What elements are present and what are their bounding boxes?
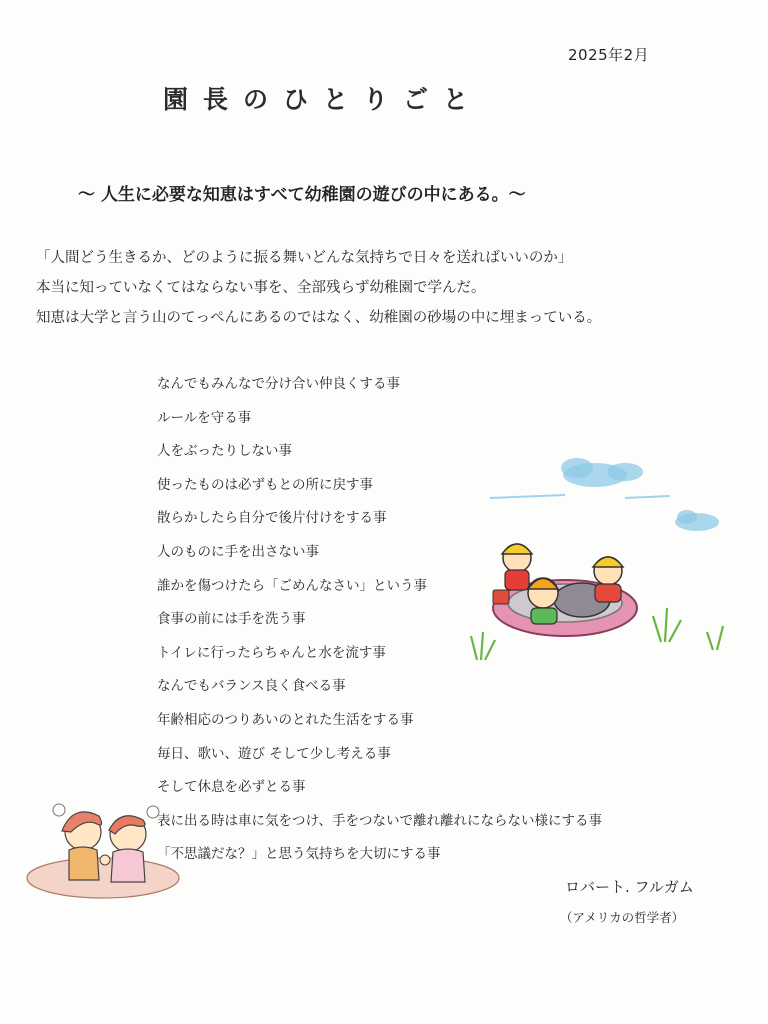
list-item: 毎日、歌い、遊び そして少し考える事: [157, 745, 391, 762]
cloud-icon: [561, 458, 643, 487]
list-item: なんでもみんなで分け合い仲良くする事: [157, 376, 400, 392]
list-item: 「不思議だな？」と思う気持ちを大切にする事: [157, 846, 441, 863]
list-item: 人のものに手を出さない事: [157, 543, 319, 560]
list-item: 使ったものは必ずもとの所に戻す事: [157, 476, 373, 493]
list-item: 誰かを傷つけたら「ごめんなさい」という事: [157, 577, 427, 594]
sandbox-children-illustration: [465, 450, 735, 665]
list-item: 年齢相応のつりあいのとれた生活をする事: [157, 711, 414, 728]
list-item: 人をぶったりしない事: [157, 443, 292, 460]
date: 2025年2月: [568, 46, 650, 64]
author-role: （アメリカの哲学者）: [560, 910, 685, 925]
intro-paragraph: [36, 243, 601, 333]
author-name: ロバート. フルガム: [565, 878, 694, 896]
list-item: 食事の前には手を洗う事: [157, 611, 306, 628]
cloud-icon: [675, 510, 719, 531]
intro-line: 本当に知っていなくてはならない事を、全部残らず幼稚園で学んだ。: [36, 280, 486, 296]
list-item: 表に出る時は車に気をつけ、手をつないで離れ離れにならない様にする事: [157, 812, 602, 829]
intro-line: 知恵は大学と言う山のてっぺんにあるのではなく、幼稚園の砂場の中に埋まっている。: [36, 310, 602, 326]
list-item: 散らかしたら自分で後片付けをする事: [157, 510, 387, 527]
list-item: なんでもバランス良く食べる事: [157, 678, 346, 695]
page-title: 園長のひとりごと: [163, 85, 484, 114]
subtitle: ～ 人生に必要な知恵はすべて幼稚園の遊びの中にある。～: [78, 185, 526, 205]
list-item: トイレに行ったらちゃんと水を流す事: [157, 644, 386, 661]
intro-line: 「人間どう生きるか、どのように振る舞いどんな気持ちで日々を送ればいいのか」: [36, 250, 573, 266]
hand-holding-children-illustration: [25, 798, 185, 903]
list-item: ルールを守る事: [157, 409, 252, 426]
list-item: そして休息を必ずとる事: [157, 779, 306, 796]
